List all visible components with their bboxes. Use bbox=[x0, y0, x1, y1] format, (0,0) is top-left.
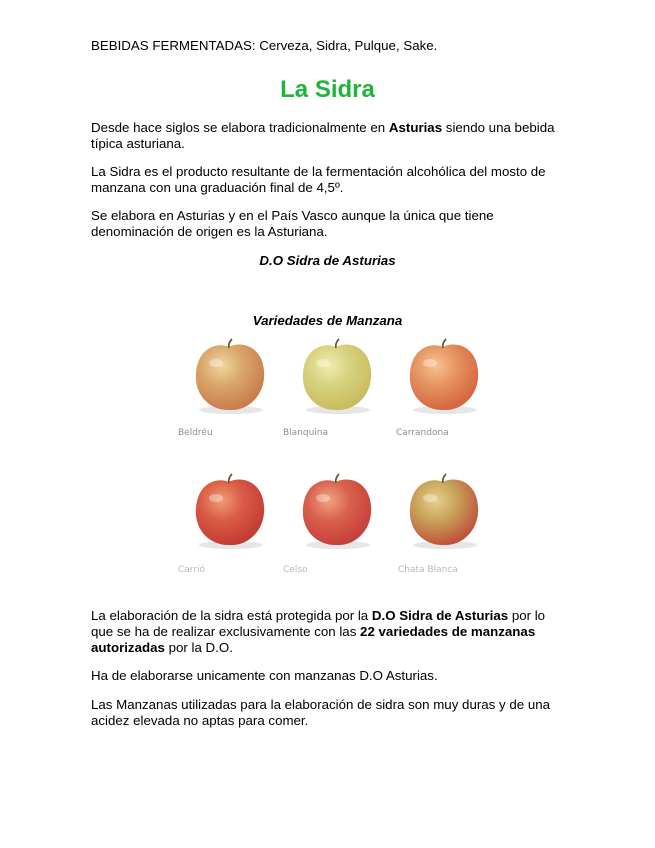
closing-paragraph-2: Ha de elaborarse unicamente con manzanas D.O Asturias. bbox=[91, 668, 438, 683]
apple-photo bbox=[285, 333, 387, 417]
apple-variety-label: Chata Blanca bbox=[398, 565, 458, 575]
apple-body bbox=[410, 480, 478, 545]
closing-p1-e: por la D.O. bbox=[164, 640, 233, 655]
intro-p1-after: siendo una bebida típica asturiana. bbox=[91, 120, 555, 151]
apple-shine bbox=[209, 359, 223, 367]
apple-photo bbox=[392, 333, 494, 417]
apple-body bbox=[303, 480, 371, 545]
apple-icon bbox=[392, 468, 494, 552]
apple-shine bbox=[316, 494, 330, 502]
page-title: La Sidra bbox=[280, 76, 375, 103]
intro-p1-bold: Asturias bbox=[388, 120, 443, 135]
header-line: BEBIDAS FERMENTADAS: Cerveza, Sidra, Pulque, Sake. bbox=[91, 38, 438, 53]
apple-variety-label: Carrandona bbox=[396, 428, 449, 438]
apple-icon bbox=[392, 333, 494, 417]
closing-p1-c: por lo que se ha de realizar exclusivamente con las bbox=[91, 608, 546, 639]
apple-icon bbox=[178, 468, 280, 552]
apple-variety-label: Blanquina bbox=[283, 428, 329, 438]
apple-icon bbox=[285, 333, 387, 417]
closing-paragraph-3: Las Manzanas utilizadas para la elaboración de sidra son muy duras y de una acidez elevada no aptas para comer. bbox=[91, 697, 551, 728]
do-heading: D.O Sidra de Asturias bbox=[259, 253, 396, 268]
apple-photo bbox=[178, 468, 280, 552]
apple-shine bbox=[423, 359, 437, 367]
closing-p1-a: La elaboración de la sidra está protegida por la bbox=[91, 608, 372, 623]
closing-p1-b: D.O Sidra de Asturias bbox=[371, 608, 509, 623]
intro-paragraph-2: La Sidra es el producto resultante de la fermentación alcohólica del mosto de manzana con una graduación final de 4,5º. bbox=[91, 164, 546, 195]
apple-body bbox=[303, 345, 371, 410]
apple-shine bbox=[316, 359, 330, 367]
apple-variety-label: Celso bbox=[283, 565, 308, 575]
apple-photo bbox=[285, 468, 387, 552]
intro-paragraph-3: Se elabora en Asturias y en el País Vasco aunque la única que tiene denominación de origen es la Asturiana. bbox=[91, 208, 494, 239]
apple-icon bbox=[178, 333, 280, 417]
apple-body bbox=[196, 480, 264, 545]
apple-variety-label: Beldréu bbox=[178, 428, 213, 438]
apple-variety-label: Carrió bbox=[178, 565, 206, 575]
apple-photo bbox=[392, 468, 494, 552]
apple-body bbox=[410, 345, 478, 410]
apple-body bbox=[196, 345, 264, 410]
closing-p1-d: 22 variedades de manzanas autorizadas bbox=[91, 624, 536, 655]
varieties-heading: Variedades de Manzana bbox=[252, 313, 403, 328]
closing-paragraph-1 bbox=[91, 608, 561, 656]
intro-p1-before: Desde hace siglos se elabora tradicionalmente en bbox=[91, 120, 389, 135]
apple-photo bbox=[178, 333, 280, 417]
apple-icon bbox=[285, 468, 387, 552]
intro-paragraph-1 bbox=[91, 120, 571, 152]
apple-shine bbox=[423, 494, 437, 502]
apple-shine bbox=[209, 494, 223, 502]
